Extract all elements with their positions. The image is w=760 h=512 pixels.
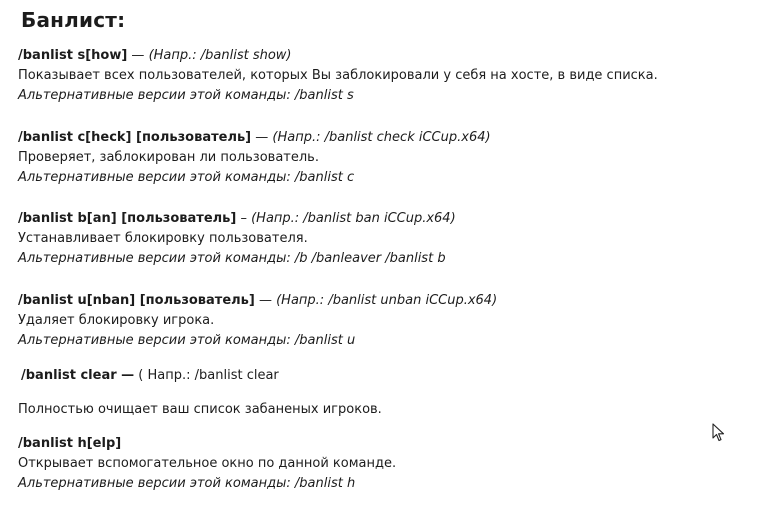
dash-separator: – [236,211,252,226]
command-aliases: Альтернативные версии этой команды: /banlist s [18,88,354,103]
dash-separator: — [254,293,277,308]
command-section-ban [18,209,718,269]
command-example: (Напр.: /banlist show) [148,48,292,63]
command-example: (Напр.: /banlist ban iCCup.x64) [251,211,456,226]
command-syntax: /banlist clear — [21,368,135,383]
command-syntax: /banlist c[heck] [пользователь] [18,130,252,145]
command-line [18,128,718,148]
command-description: Удаляет блокировку игрока. [18,313,215,328]
dash-separator: — [251,130,273,145]
command-example: (Напр.: /banlist check iCCup.x64) [272,130,491,145]
command-syntax: /banlist u[nban] [пользователь] [18,293,255,308]
command-line [18,291,718,311]
page-title: Банлист: [21,8,126,32]
command-aliases: Альтернативные версии этой команды: /b /banleaver /banlist b [18,251,446,266]
command-section-show [18,46,718,106]
command-line [18,46,718,66]
command-description: Показывает всех пользователей, которых Вы заблокировали у себя на хосте, в виде списка. [18,68,658,83]
command-description: Открывает вспомогательное окно по данной команде. [18,456,397,471]
command-example: (Напр.: /banlist unban iCCup.x64) [276,293,498,308]
command-section-help [18,434,718,494]
command-aliases: Альтернативные версии этой команды: /banlist u [18,333,356,348]
command-aliases: Альтернативные версии этой команды: /banlist c [18,170,355,185]
command-description: Полностью очищает ваш список забаненых игроков. [18,402,382,417]
command-section-clear [21,366,721,386]
command-description: Устанавливает блокировку пользователя. [18,231,308,246]
command-syntax: /banlist s[how] [18,48,128,63]
command-example: ( Напр.: /banlist clear [134,368,279,383]
command-line [21,366,721,386]
command-section-unban [18,291,718,351]
mouse-pointer-icon [712,423,726,443]
command-line [18,434,718,454]
command-section-clear-description [18,400,718,420]
dash-separator: — [127,48,149,63]
command-section-check [18,128,718,188]
command-syntax: /banlist h[elp] [18,436,122,451]
command-line [18,209,718,229]
command-syntax: /banlist b[an] [пользователь] [18,211,237,226]
command-description: Проверяет, заблокирован ли пользователь. [18,150,319,165]
command-aliases: Альтернативные версии этой команды: /banlist h [18,476,356,491]
